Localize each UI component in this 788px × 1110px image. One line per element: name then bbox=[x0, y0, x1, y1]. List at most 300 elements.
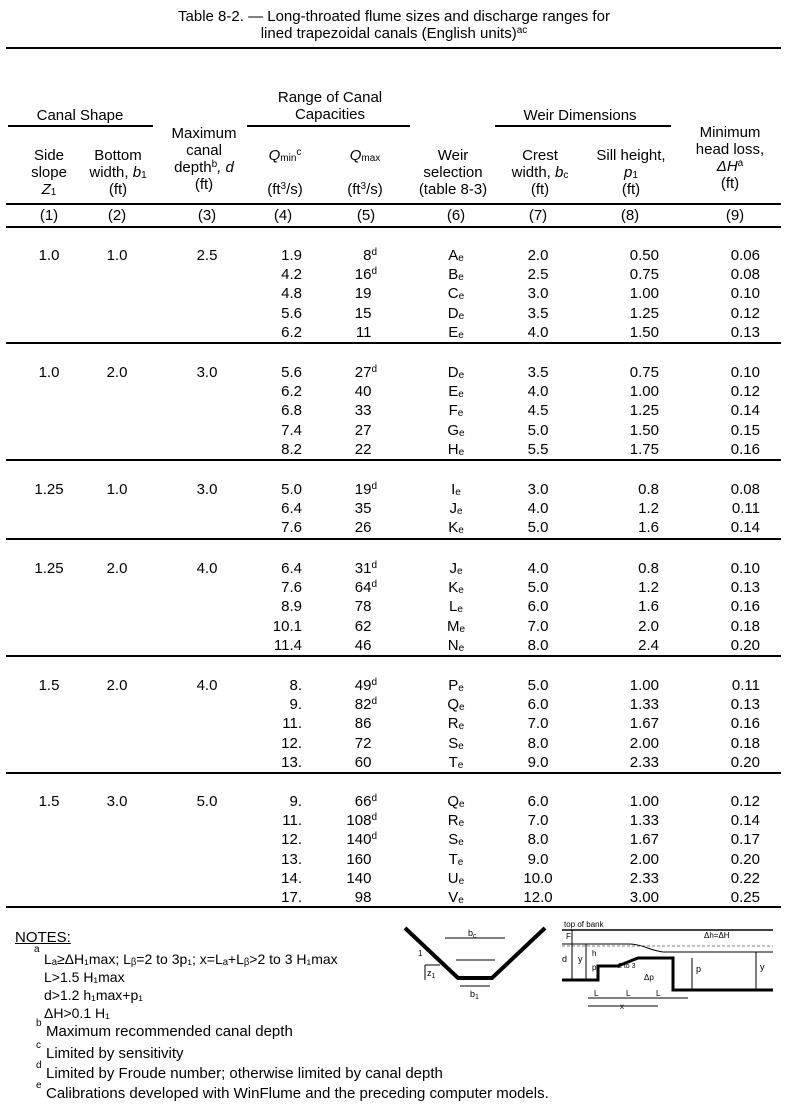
cell-qmax bbox=[330, 560, 377, 577]
cell-qmin: 8.2 bbox=[281, 441, 302, 458]
cell-weir bbox=[436, 715, 476, 732]
weir-letter: V bbox=[448, 889, 459, 906]
cell-weir bbox=[436, 812, 476, 829]
cell-qmin: 13. bbox=[281, 754, 302, 771]
cell-qmin: 9. bbox=[289, 793, 302, 810]
cell-weir bbox=[436, 266, 476, 283]
col3-sup: b bbox=[211, 159, 218, 170]
col7-header bbox=[502, 147, 578, 198]
cell-side-slope: 1.5 bbox=[38, 793, 60, 810]
col5-sym-line bbox=[335, 147, 395, 164]
group-separator bbox=[6, 342, 781, 344]
cell-qmin: 17. bbox=[281, 889, 302, 906]
weir-letter: A bbox=[448, 247, 459, 264]
bc-label: $b_c$ bbox=[468, 928, 477, 940]
cell-sill-height: 0.75 bbox=[629, 364, 659, 381]
weir-sub: e bbox=[458, 330, 464, 341]
cell-head-loss: 0.11 bbox=[731, 500, 760, 517]
weir-letter: H bbox=[447, 441, 459, 458]
col2-line2: width, bbox=[89, 164, 129, 181]
cell-qmin: 11. bbox=[282, 715, 302, 732]
numbers-bottom-rule bbox=[6, 226, 781, 228]
weir-letter: D bbox=[447, 305, 459, 322]
cell-qmax bbox=[330, 266, 377, 283]
y2-label: y bbox=[760, 962, 765, 972]
cell-qmax bbox=[330, 579, 377, 596]
cell-weir bbox=[436, 870, 476, 887]
column-number-3: (3) bbox=[197, 207, 217, 224]
weir-letter: B bbox=[448, 266, 459, 283]
col3-line1: Maximum bbox=[171, 125, 237, 142]
weir-sub: e bbox=[458, 818, 465, 829]
cell-qmin: 7.6 bbox=[281, 519, 302, 536]
cell-qmin: 12. bbox=[281, 831, 302, 848]
cell-crest-width: 5.5 bbox=[527, 441, 549, 458]
weir-letter: T bbox=[448, 754, 458, 771]
cell-crest-width: 4.0 bbox=[527, 383, 549, 400]
b1-label: $b_1$ bbox=[470, 989, 479, 1001]
cell-qmin: 14. bbox=[281, 870, 302, 887]
cell-weir bbox=[436, 324, 476, 341]
qmax-value: 49 bbox=[354, 677, 372, 694]
col4-header bbox=[255, 147, 315, 198]
top-of-bank-label: top of bank bbox=[564, 920, 604, 929]
col4-unit-end: /s) bbox=[286, 181, 303, 198]
cell-head-loss: 0.10 bbox=[730, 285, 760, 302]
cell-qmin: 7.4 bbox=[281, 422, 302, 439]
cell-weir bbox=[436, 618, 476, 635]
cell-head-loss: 0.10 bbox=[730, 364, 760, 381]
cell-head-loss: 0.18 bbox=[730, 735, 760, 752]
col9-header bbox=[680, 124, 780, 192]
note-d-marker: d bbox=[36, 1060, 42, 1071]
cell-qmax bbox=[330, 598, 377, 615]
cell-crest-width: 3.0 bbox=[527, 285, 549, 302]
weir-sub: e bbox=[458, 741, 464, 752]
col7-line2: width, bbox=[511, 164, 551, 181]
x-label: x bbox=[620, 1002, 624, 1010]
cell-sill-height: 0.75 bbox=[629, 266, 659, 283]
group-separator bbox=[6, 538, 781, 540]
note-c-marker: c bbox=[36, 1040, 41, 1051]
qmax-footnote: d bbox=[371, 481, 377, 492]
cell-crest-width: 7.0 bbox=[527, 812, 549, 829]
col9-line2: head loss, bbox=[695, 141, 765, 158]
cell-crest-width: 7.0 bbox=[527, 715, 549, 732]
cell-sill-height: 1.6 bbox=[638, 598, 659, 615]
weir-sub: e bbox=[459, 702, 465, 713]
col7-sym: b bbox=[555, 164, 564, 181]
note-a-marker: a bbox=[34, 944, 40, 955]
cell-qmin: 5.6 bbox=[281, 305, 302, 322]
qmax-footnote: d bbox=[371, 696, 377, 707]
weir-sub: e bbox=[457, 760, 464, 771]
cell-weir bbox=[436, 696, 476, 713]
col3-line2: canal bbox=[186, 142, 222, 159]
cell-sill-height: 1.33 bbox=[629, 696, 659, 713]
col6-line3: (table 8-3) bbox=[418, 181, 488, 198]
cell-sill-height: 2.0 bbox=[638, 618, 659, 635]
qmax-footnote: d bbox=[371, 831, 377, 842]
weir-letter: S bbox=[448, 735, 459, 752]
cell-crest-width: 6.0 bbox=[527, 696, 549, 713]
cell-qmax bbox=[330, 422, 377, 439]
cell-sill-height: 0.8 bbox=[638, 560, 659, 577]
cell-sill-height: 1.00 bbox=[629, 383, 659, 400]
col8-sym-line bbox=[585, 164, 677, 181]
cell-head-loss: 0.12 bbox=[730, 383, 760, 400]
col7-line2-wrap bbox=[502, 164, 578, 181]
cell-max-depth: 4.0 bbox=[196, 677, 218, 694]
col4-sub: min bbox=[280, 153, 297, 164]
cell-bottom-width: 2.0 bbox=[106, 364, 128, 381]
qmax-value: 82 bbox=[354, 696, 372, 713]
cell-side-slope: 1.0 bbox=[38, 247, 60, 264]
cell-qmin: 7.6 bbox=[281, 579, 302, 596]
cell-sill-height: 1.33 bbox=[629, 812, 659, 829]
cell-sill-height: 1.2 bbox=[638, 500, 659, 517]
col5-spacer bbox=[335, 164, 395, 181]
weir-sub: e bbox=[458, 525, 464, 536]
col1-sub: 1 bbox=[50, 187, 57, 198]
p2-label: p bbox=[696, 964, 702, 974]
cell-crest-width: 6.0 bbox=[527, 793, 549, 810]
weir-letter: D bbox=[447, 364, 459, 381]
cell-qmax bbox=[330, 305, 377, 322]
weir-sub: e bbox=[459, 799, 465, 810]
p1-label: p bbox=[592, 963, 597, 972]
cell-weir bbox=[436, 305, 476, 322]
column-number-1: (1) bbox=[39, 207, 59, 224]
col5-sub: max bbox=[361, 153, 381, 164]
weir-letter: Q bbox=[447, 793, 460, 810]
qmax-value: 108 bbox=[346, 812, 372, 829]
cell-qmax bbox=[330, 402, 377, 419]
cell-qmax bbox=[330, 793, 377, 810]
cell-bottom-width: 1.0 bbox=[106, 481, 128, 498]
group-separator bbox=[6, 772, 781, 774]
weir-letter: Q bbox=[447, 696, 460, 713]
cell-qmin: 8. bbox=[289, 677, 302, 694]
col2-unit: (ft) bbox=[108, 181, 128, 198]
group-separator bbox=[6, 459, 781, 461]
la-label: L bbox=[594, 989, 599, 998]
qmax-value: 16 bbox=[354, 266, 372, 283]
qmax-value: 60 bbox=[354, 754, 372, 771]
qmax-value: 160 bbox=[346, 851, 372, 868]
cell-weir bbox=[436, 793, 476, 810]
col4-sym-line bbox=[255, 147, 315, 164]
cell-bottom-width: 2.0 bbox=[106, 560, 128, 577]
qmax-value: 78 bbox=[354, 598, 372, 615]
cell-sill-height: 1.67 bbox=[629, 715, 659, 732]
qmax-value: 27 bbox=[354, 364, 372, 381]
note-b-marker: b bbox=[36, 1018, 42, 1029]
cell-head-loss: 0.14 bbox=[730, 812, 760, 829]
group-canal-shape: Canal Shape bbox=[36, 107, 124, 124]
col2-sym: b bbox=[132, 164, 142, 181]
col1-sym-line bbox=[18, 181, 80, 198]
qmax-footnote: d bbox=[371, 560, 377, 571]
qmax-value: 8 bbox=[363, 247, 372, 264]
column-number-2: (2) bbox=[107, 207, 127, 224]
qmax-value: 62 bbox=[354, 618, 372, 635]
qmax-value: 140 bbox=[346, 831, 372, 848]
cell-crest-width: 2.0 bbox=[527, 247, 549, 264]
cell-head-loss: 0.20 bbox=[730, 851, 760, 868]
qmax-footnote: d bbox=[371, 266, 377, 277]
cell-weir bbox=[436, 677, 476, 694]
col9-sup: a bbox=[737, 158, 744, 169]
col4-unit-sup: 3 bbox=[280, 181, 287, 192]
col4-sym: Q bbox=[268, 147, 281, 164]
col2-line1: Bottom bbox=[94, 147, 142, 164]
cell-max-depth: 5.0 bbox=[196, 793, 218, 810]
cell-crest-width: 7.0 bbox=[527, 618, 549, 635]
cell-qmin: 8.9 bbox=[281, 598, 302, 615]
qmax-footnote: d bbox=[371, 677, 377, 688]
weir-letter: J bbox=[449, 500, 457, 517]
cell-qmin: 6.4 bbox=[281, 560, 302, 577]
cell-weir bbox=[436, 831, 476, 848]
numbers-top-rule bbox=[6, 203, 781, 205]
cell-qmax bbox=[330, 324, 377, 341]
weir-sub: e bbox=[455, 487, 461, 498]
table-title-sup: ac bbox=[516, 25, 528, 36]
weir-letter: C bbox=[447, 285, 459, 302]
cell-qmin: 5.6 bbox=[281, 364, 302, 381]
cell-qmin: 9. bbox=[289, 696, 302, 713]
cell-head-loss: 0.20 bbox=[730, 754, 760, 771]
cell-crest-width: 10.0 bbox=[523, 870, 553, 887]
col8-header bbox=[585, 147, 677, 198]
cell-head-loss: 0.22 bbox=[730, 870, 760, 887]
cell-bottom-width: 3.0 bbox=[106, 793, 128, 810]
cell-head-loss: 0.15 bbox=[730, 422, 760, 439]
y1-label: y bbox=[578, 954, 583, 964]
cell-max-depth: 2.5 bbox=[196, 247, 218, 264]
cell-sill-height: 1.2 bbox=[638, 579, 659, 596]
cell-crest-width: 5.0 bbox=[527, 519, 549, 536]
cell-qmax bbox=[330, 247, 377, 264]
note-e-text: Calibrations developed with WinFlume and the preceding computer models. bbox=[46, 1085, 549, 1102]
col5-header bbox=[335, 147, 395, 198]
cell-weir bbox=[436, 364, 476, 381]
qmax-value: 35 bbox=[354, 500, 372, 517]
qmax-value: 72 bbox=[354, 735, 372, 752]
canal-shape-rule bbox=[8, 125, 153, 127]
cell-crest-width: 5.0 bbox=[527, 677, 549, 694]
cell-qmin: 13. bbox=[281, 851, 302, 868]
cell-crest-width: 3.5 bbox=[527, 305, 549, 322]
cell-weir bbox=[436, 598, 476, 615]
cell-qmin: 10.1 bbox=[272, 618, 302, 635]
cell-head-loss: 0.08 bbox=[730, 481, 760, 498]
weir-letter: I bbox=[451, 481, 456, 498]
cell-weir bbox=[436, 754, 476, 771]
cell-qmin: 4.8 bbox=[281, 285, 302, 302]
cell-qmax bbox=[330, 831, 377, 848]
cell-head-loss: 0.20 bbox=[730, 637, 760, 654]
cell-qmax bbox=[330, 364, 377, 381]
cell-head-loss: 0.25 bbox=[730, 889, 760, 906]
table-title-line1: Table 8-2. — Long-throated flume sizes and discharge ranges for bbox=[178, 8, 610, 25]
weir-letter: S bbox=[448, 831, 459, 848]
cell-qmin: 11. bbox=[282, 812, 302, 829]
h1-label: h bbox=[592, 949, 597, 958]
column-number-5: (5) bbox=[356, 207, 376, 224]
bottom-rule bbox=[6, 906, 781, 908]
col3-header bbox=[162, 125, 246, 193]
col4-sup: c bbox=[296, 147, 302, 158]
cell-qmax bbox=[330, 812, 377, 829]
col3-line3-wrap bbox=[162, 159, 246, 176]
col9-unit: (ft) bbox=[720, 175, 740, 192]
delta-h-label: Δh=ΔH bbox=[704, 931, 730, 940]
weir-letter: J bbox=[449, 560, 457, 577]
cell-crest-width: 4.0 bbox=[527, 560, 549, 577]
col8-sym: p bbox=[624, 164, 633, 181]
col1-line1: Side bbox=[33, 147, 65, 164]
qmax-value: 11 bbox=[355, 324, 372, 341]
cell-qmax bbox=[330, 696, 377, 713]
cell-head-loss: 0.16 bbox=[730, 598, 760, 615]
cell-qmin: 12. bbox=[281, 735, 302, 752]
cell-qmin: 6.2 bbox=[281, 383, 302, 400]
f1-label: F bbox=[566, 932, 571, 941]
cell-crest-width: 12.0 bbox=[523, 889, 553, 906]
col5-unit-sup: 3 bbox=[360, 181, 367, 192]
column-number-8: (8) bbox=[620, 207, 640, 224]
note-a-line1: Lₐ≥ΔH₁max; Lᵦ=2 to 3p₁; x=Lₐ+Lᵦ>2 to 3 H₁max bbox=[44, 951, 338, 967]
cell-sill-height: 1.00 bbox=[629, 285, 659, 302]
col9-sym-line bbox=[680, 158, 780, 175]
col6-header bbox=[410, 147, 496, 198]
weir-dims-rule bbox=[495, 125, 671, 127]
group-range-line2: Capacities bbox=[294, 106, 366, 123]
cell-weir bbox=[436, 579, 476, 596]
weir-letter: F bbox=[448, 402, 458, 419]
cell-qmax bbox=[330, 285, 377, 302]
cell-sill-height: 2.00 bbox=[629, 735, 659, 752]
col9-line1: Minimum bbox=[699, 124, 761, 141]
cell-sill-height: 1.50 bbox=[629, 422, 659, 439]
weir-sub: e bbox=[458, 895, 464, 906]
cell-weir bbox=[436, 422, 476, 439]
qmax-value: 40 bbox=[354, 383, 372, 400]
weir-sub: e bbox=[457, 408, 464, 419]
cell-sill-height: 1.00 bbox=[629, 793, 659, 810]
col5-sym: Q bbox=[349, 147, 362, 164]
cell-crest-width: 5.0 bbox=[527, 579, 549, 596]
cell-head-loss: 0.18 bbox=[730, 618, 760, 635]
top-rule bbox=[6, 47, 781, 49]
cell-side-slope: 1.5 bbox=[38, 677, 60, 694]
cell-sill-height: 2.33 bbox=[629, 870, 659, 887]
col3-unit: (ft) bbox=[194, 176, 214, 193]
cell-qmax bbox=[330, 441, 377, 458]
cell-crest-width: 2.5 bbox=[527, 266, 549, 283]
cell-qmax bbox=[330, 481, 377, 498]
cell-head-loss: 0.10 bbox=[730, 560, 760, 577]
weir-sub: e bbox=[458, 721, 465, 732]
cell-head-loss: 0.12 bbox=[730, 305, 760, 322]
column-number-4: (4) bbox=[273, 207, 293, 224]
weir-sub: e bbox=[458, 585, 464, 596]
weir-sub: e bbox=[458, 272, 464, 283]
weir-letter: N bbox=[447, 637, 459, 654]
qmax-footnote: d bbox=[371, 364, 377, 375]
cell-crest-width: 4.0 bbox=[527, 324, 549, 341]
cell-qmax bbox=[330, 519, 377, 536]
cell-crest-width: 3.0 bbox=[527, 481, 549, 498]
note-e-marker: e bbox=[36, 1080, 42, 1091]
cell-head-loss: 0.12 bbox=[730, 793, 760, 810]
col2-sub: 1 bbox=[141, 170, 147, 181]
cell-head-loss: 0.06 bbox=[730, 247, 760, 264]
col5-unit: (ft bbox=[347, 181, 361, 198]
qmax-value: 26 bbox=[354, 519, 372, 536]
weir-sub: e bbox=[457, 604, 463, 615]
cell-weir bbox=[436, 402, 476, 419]
weir-letter: M bbox=[446, 618, 460, 635]
group-range-line1: Range of Canal bbox=[277, 89, 383, 106]
cell-sill-height: 1.25 bbox=[629, 402, 659, 419]
qmax-value: 140 bbox=[346, 870, 372, 887]
cell-head-loss: 0.17 bbox=[730, 831, 760, 848]
weir-sub: e bbox=[458, 291, 465, 302]
col7-unit: (ft) bbox=[530, 181, 550, 198]
weir-letter: R bbox=[447, 715, 459, 732]
cell-head-loss: 0.16 bbox=[730, 715, 760, 732]
cell-sill-height: 1.75 bbox=[629, 441, 659, 458]
col1-header bbox=[18, 147, 80, 198]
cell-weir bbox=[436, 560, 476, 577]
col4-unit-line bbox=[255, 181, 315, 198]
cell-max-depth: 3.0 bbox=[196, 364, 218, 381]
weir-letter: P bbox=[448, 677, 459, 694]
col2-line2-wrap bbox=[80, 164, 156, 181]
col6-line2: selection bbox=[423, 164, 483, 181]
weir-sub: e bbox=[456, 506, 463, 517]
cell-crest-width: 4.0 bbox=[527, 500, 549, 517]
lb-label: L bbox=[626, 989, 631, 998]
cell-sill-height: 0.8 bbox=[638, 481, 659, 498]
cell-sill-height: 1.25 bbox=[629, 305, 659, 322]
cell-head-loss: 0.13 bbox=[730, 579, 760, 596]
cell-sill-height: 0.50 bbox=[629, 247, 659, 264]
cell-qmin: 6.2 bbox=[281, 324, 302, 341]
qmax-footnote: d bbox=[371, 793, 377, 804]
cell-head-loss: 0.11 bbox=[731, 677, 760, 694]
cell-qmax bbox=[330, 677, 377, 694]
col7-line1: Crest bbox=[522, 147, 558, 164]
col5-unit-end: /s) bbox=[366, 181, 383, 198]
col4-unit: (ft bbox=[267, 181, 281, 198]
cell-weir bbox=[436, 889, 476, 906]
weir-letter: E bbox=[448, 324, 459, 341]
cell-weir bbox=[436, 285, 476, 302]
group-separator bbox=[6, 655, 781, 657]
qmax-value: 27 bbox=[354, 422, 372, 439]
col4-spacer bbox=[255, 164, 315, 181]
column-number-7: (7) bbox=[528, 207, 548, 224]
qmax-value: 98 bbox=[354, 889, 372, 906]
cell-max-depth: 4.0 bbox=[196, 560, 218, 577]
qmax-value: 33 bbox=[354, 402, 372, 419]
qmax-value: 15 bbox=[354, 305, 372, 322]
cell-crest-width: 8.0 bbox=[527, 831, 549, 848]
